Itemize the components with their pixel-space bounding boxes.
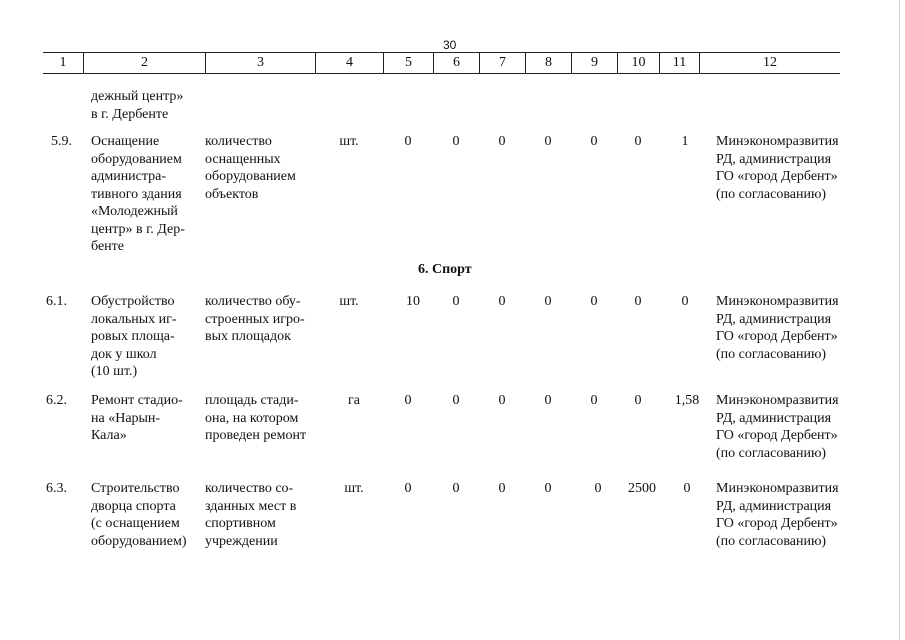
row-number: 6.3. <box>46 481 67 496</box>
text-line: ГО «город Дербент» <box>716 516 838 531</box>
text-line: ГО «город Дербент» <box>716 329 838 344</box>
indicator-name <box>205 133 296 203</box>
page-number: 30 <box>443 38 457 52</box>
value-2022: 0 <box>544 294 552 309</box>
value-2025: 0 <box>681 294 689 309</box>
measure-name <box>91 293 177 381</box>
indicator-name <box>205 392 306 445</box>
text-line: администра- <box>91 169 167 184</box>
text-line: ГО «город Дербент» <box>716 428 838 443</box>
measure-name <box>91 480 187 550</box>
text-line: ровых площа- <box>91 329 175 344</box>
value-2025: 1 <box>681 134 689 149</box>
text-line: РД, администрация <box>716 410 832 426</box>
text-line: РД, администрация <box>716 498 832 514</box>
text-line: РД, администрация <box>716 311 832 327</box>
value-2021: 0 <box>498 134 506 149</box>
text-line: Ремонт стадио- <box>91 393 183 408</box>
text-line: строенных игро- <box>205 311 305 327</box>
value-2023: 0 <box>590 134 598 149</box>
row-number: 6.1. <box>46 294 67 309</box>
text-line: количество со- <box>205 481 294 496</box>
measure-name <box>91 133 185 256</box>
text-line: Минэкономразвития <box>716 134 839 149</box>
row-number: 5.9. <box>51 134 72 149</box>
text-line: оборудованием <box>205 169 296 184</box>
row-number: 6.2. <box>46 393 67 408</box>
column-header-5: 5 <box>383 53 433 73</box>
text-line: док у школ <box>91 346 157 362</box>
table-header-row <box>43 52 840 74</box>
executor <box>716 133 839 203</box>
value-2023: 0 <box>590 393 598 408</box>
executor <box>716 480 839 550</box>
text-line: «Молодежный <box>91 204 178 219</box>
value-2020: 0 <box>452 134 460 149</box>
column-header-9: 9 <box>571 53 617 73</box>
text-line: учреждении <box>205 533 278 549</box>
text-line: объектов <box>205 186 259 202</box>
value-2024: 0 <box>634 294 642 309</box>
executor <box>716 392 839 462</box>
unit: шт. <box>339 134 359 149</box>
executor <box>716 293 839 363</box>
value-2021: 0 <box>498 481 506 496</box>
value-2024: 0 <box>634 134 642 149</box>
value-2022: 0 <box>544 134 552 149</box>
column-header-11: 11 <box>659 53 699 73</box>
text-line: (по согласованию) <box>716 445 827 461</box>
text-line: в г. Дербенте <box>91 106 169 122</box>
text-line: количество обу- <box>205 294 301 309</box>
text-line: тивного здания <box>91 186 182 202</box>
value-2019: 0 <box>404 393 412 408</box>
value-2020: 0 <box>452 481 460 496</box>
continuation-name <box>91 88 183 123</box>
text-line: на «Нарын- <box>91 410 161 426</box>
text-line: площадь стади- <box>205 393 299 408</box>
text-line: зданных мест в <box>205 498 297 514</box>
text-line: дворца спорта <box>91 498 176 514</box>
text-line: проведен ремонт <box>205 428 307 443</box>
text-line: (с оснащением <box>91 516 180 531</box>
column-header-2: 2 <box>83 53 205 73</box>
text-line: оснащенных <box>205 151 281 167</box>
value-2025: 0 <box>683 481 691 496</box>
text-line: оборудованием <box>91 151 182 167</box>
text-line: Минэкономразвития <box>716 393 839 408</box>
column-header-3: 3 <box>205 53 315 73</box>
text-line: РД, администрация <box>716 151 832 167</box>
value-2021: 0 <box>498 294 506 309</box>
column-header-4: 4 <box>315 53 383 73</box>
text-line: оборудованием) <box>91 533 187 549</box>
column-header-7: 7 <box>479 53 525 73</box>
value-2019: 10 <box>406 294 420 309</box>
text-line: Кала» <box>91 428 127 443</box>
text-line: количество <box>205 134 272 149</box>
unit: шт. <box>344 481 364 496</box>
measure-name <box>91 392 183 445</box>
column-header-10: 10 <box>617 53 659 73</box>
value-2023: 0 <box>590 294 598 309</box>
section-title: 6. Спорт <box>418 262 472 277</box>
value-2022: 0 <box>544 393 552 408</box>
unit: шт. <box>339 294 359 309</box>
page-edge-line <box>899 0 900 640</box>
text-line: она, на котором <box>205 410 299 426</box>
text-line: спортивном <box>205 516 276 531</box>
value-2022: 0 <box>544 481 552 496</box>
value-2020: 0 <box>452 294 460 309</box>
value-2024: 0 <box>634 393 642 408</box>
value-2019: 0 <box>404 134 412 149</box>
indicator-name <box>205 480 296 550</box>
text-line: (по согласованию) <box>716 533 827 549</box>
column-header-1: 1 <box>59 55 67 70</box>
unit: га <box>348 393 360 408</box>
text-line: (по согласованию) <box>716 346 827 362</box>
column-header-8: 8 <box>525 53 571 73</box>
text-line: центр» в г. Дер- <box>91 221 185 237</box>
column-header-12: 12 <box>699 53 840 73</box>
value-2020: 0 <box>452 393 460 408</box>
text-line: вых площадок <box>205 329 291 344</box>
indicator-name <box>205 293 305 346</box>
text-line: Оснащение <box>91 134 160 149</box>
text-line: ГО «город Дербент» <box>716 169 838 184</box>
text-line: (10 шт.) <box>91 364 138 379</box>
value-2023: 0 <box>594 481 602 496</box>
text-line: (по согласованию) <box>716 186 827 202</box>
text-line: дежный центр» <box>91 89 184 104</box>
text-line: Минэкономразвития <box>716 294 839 309</box>
value-2021: 0 <box>498 393 506 408</box>
value-2019: 0 <box>404 481 412 496</box>
column-header-6: 6 <box>433 53 479 73</box>
text-line: Строительство <box>91 481 180 496</box>
value-2025: 1,58 <box>674 393 700 408</box>
value-2024: 2500 <box>628 481 656 496</box>
text-line: бенте <box>91 239 124 254</box>
text-line: Минэкономразвития <box>716 481 839 496</box>
text-line: Обустройство <box>91 294 175 309</box>
text-line: локальных иг- <box>91 311 177 327</box>
